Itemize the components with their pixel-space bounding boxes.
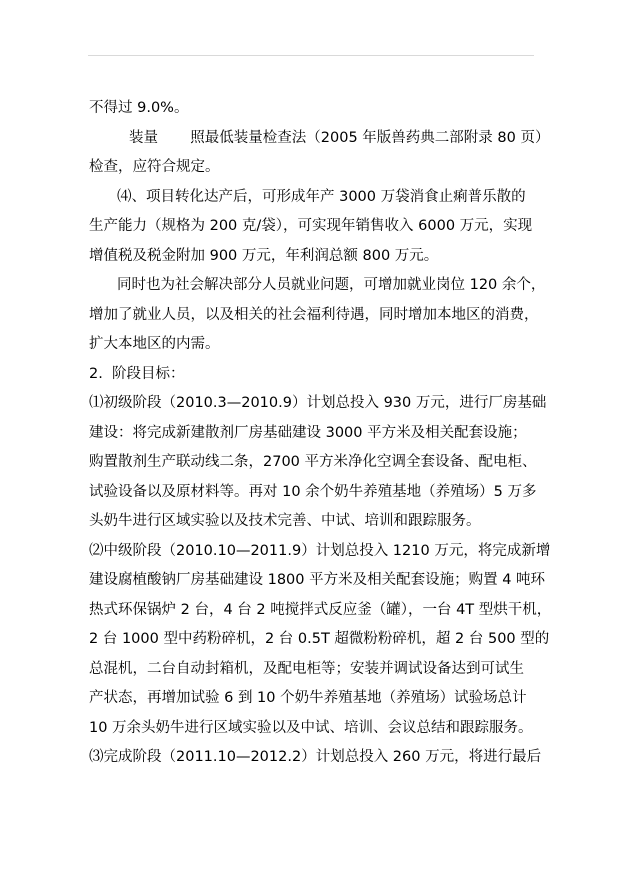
text-line: 建设：将完成新建散剂厂房基础建设 3000 平方米及相关配套设施； <box>89 424 527 441</box>
header-rule <box>88 55 534 56</box>
text-line: 建设腐植酸钠厂房基础建设 1800 平方米及相关配套设施；购置 4 吨环 <box>89 572 546 588</box>
text-line: 热式环保锅炉 2 台，4 台 2 吨搅拌式反应釜（罐），一台 4T 型烘干机， <box>89 601 552 618</box>
text-line: 10 万余头奶牛进行区域实验以及中试、培训、会议总结和跟踪服务。 <box>89 719 533 736</box>
section-heading: 2. 阶段目标： <box>89 365 185 382</box>
text-line: 总混机，二台自动封箱机，及配电柜等；安装并调试设备达到可试生 <box>89 660 524 677</box>
text-line: 增值税及税金附加 900 万元，年利润总额 800 万元。 <box>89 247 439 264</box>
text-line: 增加了就业人员，以及相关的社会福利待遇，同时增加本地区的消费， <box>89 306 539 323</box>
text-line: 产状态，再增加试验 6 到 10 个奶牛养殖基地（养殖场）试验场总计 <box>89 690 527 706</box>
text-line: 扩大本地区的内需。 <box>89 336 220 352</box>
text-line: 生产能力（规格为 200 克/袋），可实现年销售收入 6000 万元，实现 <box>89 218 533 234</box>
text-line: 购置散剂生产联动线二条，2700 平方米净化空调全套设备、配电柜、 <box>89 454 537 470</box>
text-line: 试验设备以及原材料等。再对 10 余个奶牛养殖基地（养殖场）5 万多 <box>89 483 537 500</box>
text-line: ⑷、项目转化达产后，可形成年产 3000 万袋消食止痢普乐散的 <box>117 188 526 205</box>
document-body <box>89 94 552 773</box>
text-line: ⑶完成阶段（2011.10—2012.2）计划总投入 260 万元，将进行最后 <box>89 749 542 765</box>
text-line: ⑵中级阶段（2010.10—2011.9）计划总投入 1210 万元，将完成新增 <box>89 542 551 559</box>
text-line: 头奶牛进行区域实验以及技术完善、中试、培训和跟踪服务。 <box>89 513 481 529</box>
text-line: 同时也为社会解决部分人员就业问题，可增加就业岗位 120 余个， <box>117 277 546 293</box>
text-line: 装量 照最低装量检查法（2005 年版兽药典二部附录 80 页） <box>129 129 550 146</box>
text-line: 不得过 9.0%。 <box>89 100 189 116</box>
text-line: ⑴初级阶段（2010.3—2010.9）计划总投入 930 万元，进行厂房基础 <box>89 395 547 411</box>
text-line: 检查，应符合规定。 <box>89 159 220 175</box>
text-line: 2 台 1000 型中药粉碎机，2 台 0.5T 超微粉粉碎机，超 2 台 500 型的 <box>89 631 550 647</box>
